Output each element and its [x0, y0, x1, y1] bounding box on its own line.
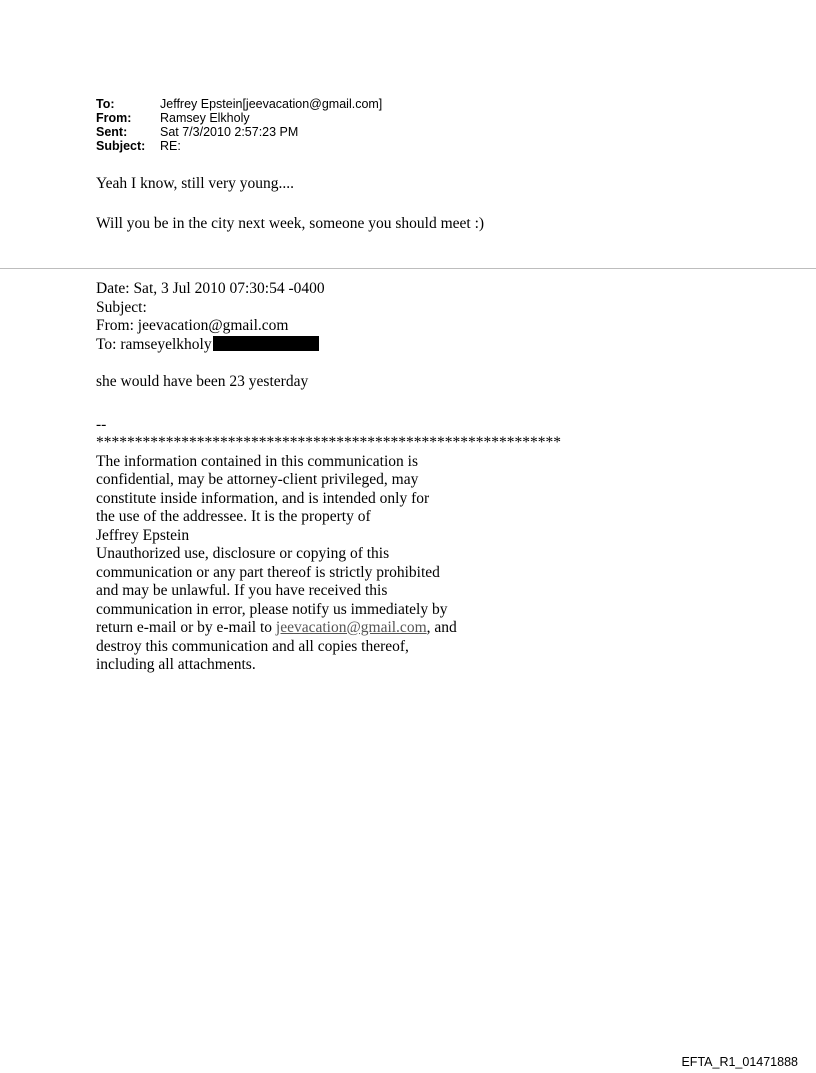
header-sent-row: [96, 125, 382, 139]
disclaimer-line-with-link: [96, 619, 561, 638]
quoted-to-line: [96, 336, 561, 355]
disclaimer-line: the use of the addressee. It is the property of: [96, 508, 371, 525]
message-divider: [0, 268, 816, 269]
signature-stars: ************************************************************: [96, 434, 561, 451]
disclaimer-line: Unauthorized use, disclosure or copying of this: [96, 545, 390, 562]
disclaimer-line: Jeffrey Epstein: [96, 526, 190, 544]
quoted-message-text: she would have been 23 yesterday: [96, 373, 309, 390]
reply-line-2: Will you be in the city next week, someone you should meet :): [96, 215, 485, 232]
sent-label: Sent:: [96, 125, 128, 139]
to-label: To:: [96, 97, 115, 111]
email-link[interactable]: jeevacation@gmail.com: [275, 619, 427, 636]
disclaimer-line: communication in error, please notify us immediately by: [96, 600, 448, 618]
quoted-date: Date: Sat, 3 Jul 2010 07:30:54 -0400: [96, 280, 325, 297]
disclaimer-line: and may be unlawful. If you have received this: [96, 582, 388, 599]
reply-line-1: Yeah I know, still very young....: [96, 175, 295, 192]
subject-value: RE:: [160, 139, 181, 153]
disclaimer-line: The information contained in this communication is: [96, 452, 418, 470]
quoted-subject: Subject:: [96, 298, 147, 316]
from-value: Ramsey Elkholy: [160, 111, 250, 125]
spacer: [96, 392, 561, 416]
spacer: [96, 354, 561, 373]
redaction-box: [213, 336, 319, 351]
to-value: Jeffrey Epstein[jeevacation@gmail.com]: [160, 97, 383, 111]
email-header: [96, 97, 382, 153]
disclaimer-line: destroy this communication and all copies thereof,: [96, 637, 409, 655]
disclaimer-line: constitute inside information, and is intended only for: [96, 489, 430, 507]
subject-label: Subject:: [96, 139, 146, 153]
quoted-from: From: jeevacation@gmail.com: [96, 317, 289, 334]
signature-dashes: --: [96, 415, 107, 433]
from-label: From:: [96, 111, 132, 125]
document-id: EFTA_R1_01471888: [681, 1055, 798, 1069]
disclaimer-line: confidential, may be attorney-client privileged, may: [96, 471, 419, 488]
quoted-message: [96, 280, 561, 675]
header-from-row: [96, 111, 382, 125]
header-to-row: [96, 97, 382, 111]
sent-value: Sat 7/3/2010 2:57:23 PM: [160, 125, 299, 139]
disclaimer-text: , and: [426, 619, 457, 636]
reply-body: [96, 174, 484, 234]
disclaimer-line: communication or any part thereof is strictly prohibited: [96, 563, 440, 581]
disclaimer-line: including all attachments.: [96, 656, 256, 673]
quoted-to: To: ramseyelkholy: [96, 335, 212, 353]
disclaimer-text: return e-mail or by e-mail to: [96, 619, 276, 636]
header-subject-row: [96, 139, 382, 153]
